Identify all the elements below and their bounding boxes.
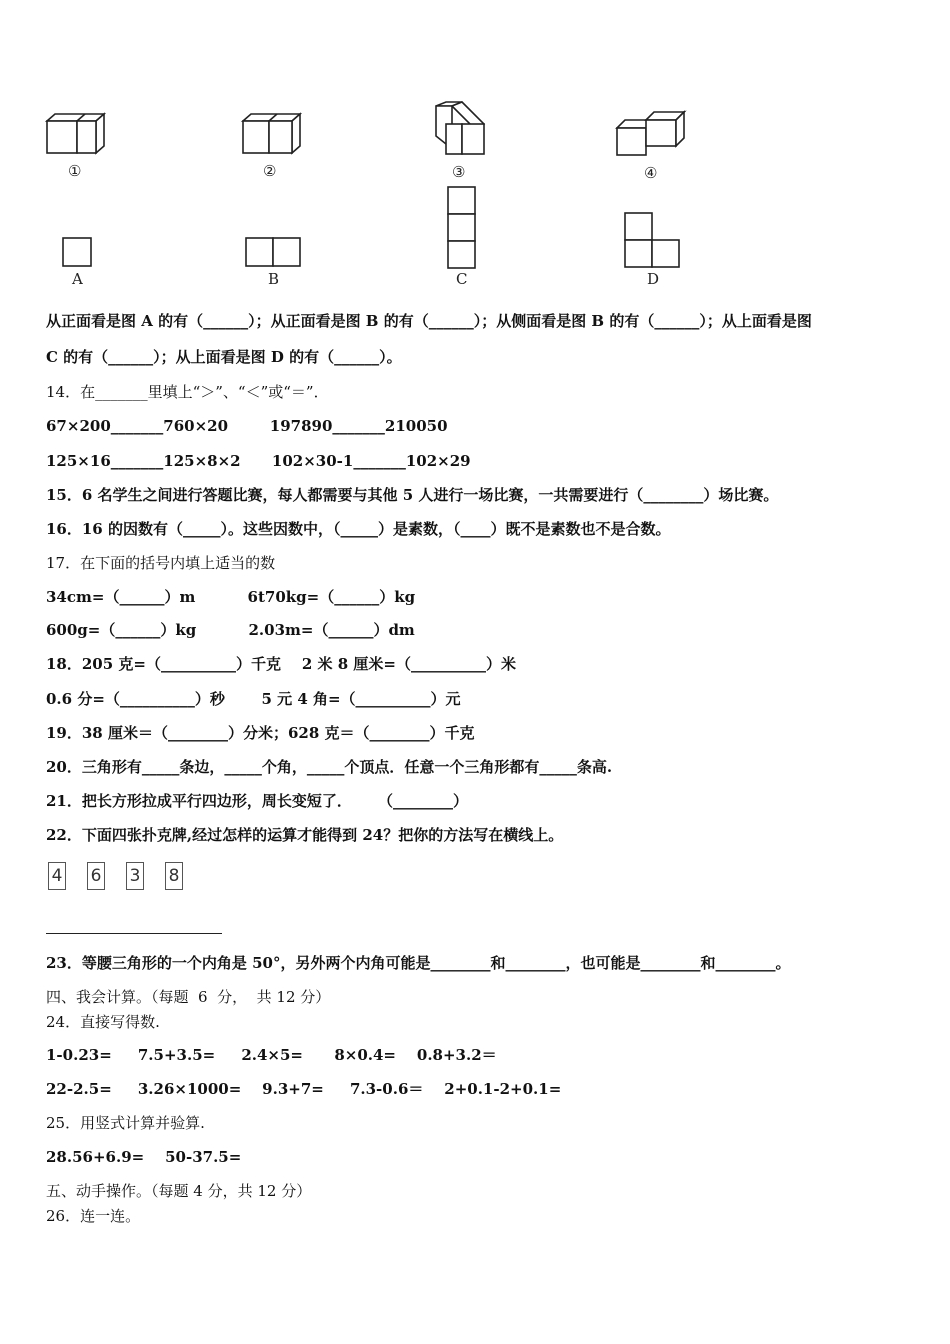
q23: 23．等腰三角形的一个内角是 50°，另外两个内角可能是________和________，也可能是________和________。	[46, 954, 791, 972]
section-4-heading: 四、我会计算。（每题 6 分， 共 12 分）	[46, 988, 331, 1006]
q25-row1: 28.56+6.9= 50-37.5=	[46, 1148, 242, 1166]
q21: 21．把长方形拉成平行四边形，周长变短了． （________）	[46, 792, 468, 810]
q17-row2: 600g=（______）kg 2.03m=（______）dm	[46, 621, 415, 639]
q22-title: 22．下面四张扑克牌,经过怎样的运算才能得到 24？把你的方法写在横线上。	[46, 826, 564, 844]
q14-row2: 125×16_______125×8×2 102×30-1_______102×29	[46, 452, 471, 470]
playing-card: 3	[126, 862, 144, 890]
view-figure-label: B	[268, 270, 280, 288]
view-figure-a	[60, 236, 100, 291]
cube-figure-label: ③	[452, 163, 466, 181]
answer-line	[46, 933, 222, 934]
q16: 16．16 的因数有（_____）。这些因数中，（_____）是素数，（____）既不是素数也不是合数。	[46, 520, 671, 538]
cube-figure-label: ①	[68, 162, 82, 180]
q24-row1: 1-0.23= 7.5+3.5= 2.4×5= 8×0.4= 0.8+3.2＝	[46, 1046, 497, 1064]
view-figure-label: A	[72, 270, 83, 288]
cube-figure-label: ②	[263, 162, 277, 180]
q24-row2: 22-2.5= 3.26×1000= 9.3+7= 7.3-0.6＝ 2+0.1-2+0.1=	[46, 1080, 562, 1098]
playing-card: 4	[48, 862, 66, 890]
view-figure-d	[622, 210, 686, 291]
q14-row1: 67×200_______760×20 197890_______210050	[46, 417, 448, 435]
view-figure-c	[444, 184, 484, 291]
cube-figure-2	[240, 106, 310, 181]
q13-line2: C 的有（______）；从上面看是图 D 的有（______）。	[46, 348, 402, 366]
q17-row1: 34cm=（______）m 6t70kg=（______）kg	[46, 588, 416, 606]
view-figure-label: D	[647, 270, 660, 288]
q15: 15．6 名学生之间进行答题比赛，每人都需要与其他 5 人进行一场比赛，一共需要进行（________）场比赛。	[46, 486, 779, 504]
cube-figure-4	[614, 108, 690, 184]
playing-card: 6	[87, 862, 105, 890]
playing-card: 8	[165, 862, 183, 890]
q20: 20．三角形有_____条边，_____个角，_____个顶点．任意一个三角形都有_____条高.	[46, 758, 613, 776]
q25-title: 25．用竖式计算并验算.	[46, 1114, 205, 1132]
q14-title: 14．在_______里填上“＞”、“＜”或“＝”．	[46, 383, 329, 401]
cube-figure-1	[44, 106, 114, 181]
q17-title: 17．在下面的括号内填上适当的数	[46, 554, 276, 572]
cube-figure-3	[432, 100, 492, 182]
q19: 19．38 厘米＝（________）分米；628 克＝（________）千克	[46, 724, 475, 742]
view-figure-label: C	[456, 270, 468, 288]
section-5-heading: 五、动手操作。（每题 4 分，共 12 分）	[46, 1182, 312, 1200]
q13-line1: 从正面看是图 A 的有（______）；从正面看是图 B 的有（______）；从侧面看是图 B 的有（______）；从上面看是图	[46, 312, 812, 330]
q26: 26．连一连。	[46, 1207, 141, 1225]
q18-row1: 18．205 克=（__________）千克 2 米 8 厘米=（__________）米	[46, 655, 516, 673]
q18-row2: 0.6 分=（__________）秒 5 元 4 角=（__________）元	[46, 690, 461, 708]
q24-title: 24．直接写得数.	[46, 1013, 160, 1031]
cube-figure-label: ④	[644, 164, 658, 182]
view-figure-b	[243, 236, 305, 291]
